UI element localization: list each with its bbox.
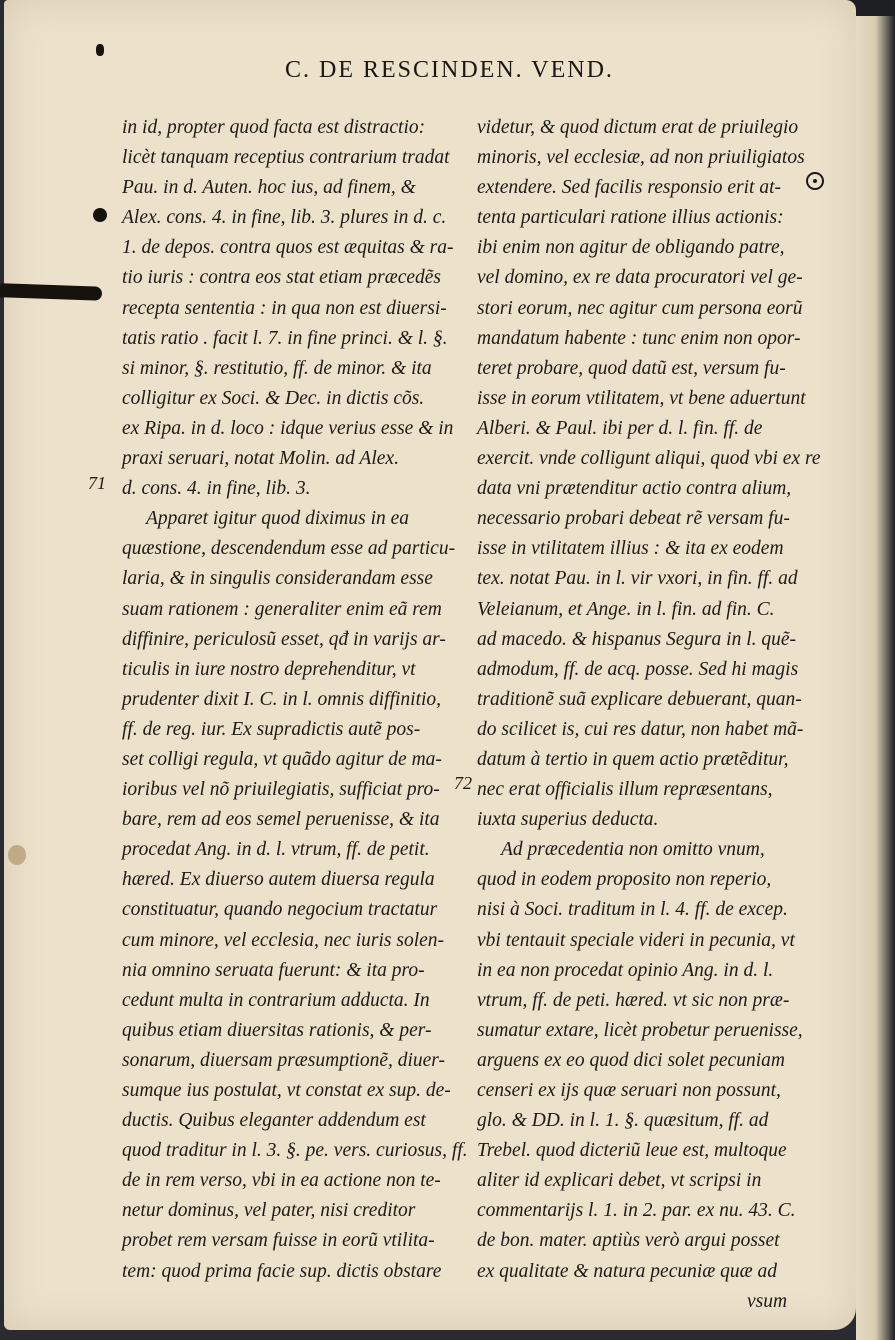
text-line: isse in eorum vtilitatem, vt bene aduertunt xyxy=(477,387,806,409)
margin-number-72: 72 xyxy=(454,773,472,793)
text-line: licèt tanquam receptius contrarium tradat xyxy=(122,147,450,169)
text-line: netur dominus, vel pater, nisi creditor xyxy=(122,1200,416,1222)
text-line: quod traditur in l. 3. §. pe. vers. curiosus, ff. xyxy=(122,1140,468,1162)
text-line: Veleianum, et Ange. in l. fin. ad fin. C. xyxy=(477,598,775,620)
text-line: ex Ripa. in d. loco : idque verius esse & in xyxy=(122,417,454,439)
text-line: Pau. in d. Auten. hoc ius, ad finem, & xyxy=(122,177,416,199)
catchword: vsum xyxy=(747,1290,788,1312)
text-line: d. cons. 4. in fine, lib. 3. xyxy=(122,478,311,500)
text-line: sumatur extare, licèt probetur peruenisse, xyxy=(477,1019,803,1041)
text-line: colligitur ex Soci. & Dec. in dictis cõs. xyxy=(122,387,425,409)
text-line: ibi enim non agitur de obligando patre, xyxy=(477,237,785,259)
text-line: recepta sententia : in qua non est diuersi- xyxy=(122,297,447,319)
text-line: teret probare, quod datũ est, versum fu- xyxy=(477,357,786,379)
text-line: quibus etiam diuersitas rationis, & per- xyxy=(122,1019,432,1041)
text-line: isse in vtilitatem illius : & ita ex eodem xyxy=(477,538,784,560)
text-line: quod in eodem proposito non reperio, xyxy=(477,869,772,891)
right-text-column xyxy=(477,113,821,1317)
text-line: glo. & DD. in l. 1. §. quæsitum, ff. ad xyxy=(477,1110,769,1132)
text-line: procedat Ang. in d. l. vtrum, ff. de petit. xyxy=(122,839,430,861)
text-line: aliter id explicari debet, vt scripsi in xyxy=(477,1170,762,1192)
text-line: tio iuris : contra eos stat etiam præcedẽs xyxy=(122,267,442,289)
text-line: ff. de reg. iur. Ex supradictis autẽ pos- xyxy=(122,718,421,740)
text-line: necessario probari debeat rẽ versam fu- xyxy=(477,508,790,530)
text-line: Alberi. & Paul. ibi per d. l. fin. ff. de xyxy=(477,417,763,439)
text-line: vtrum, ff. de peti. hæred. vt sic non præ- xyxy=(477,989,790,1011)
text-line: videtur, & quod dictum erat de priuilegio xyxy=(477,117,799,138)
text-line: nec erat officialis illum repræsentans, xyxy=(477,779,773,801)
text-line: data vni prætenditur actio contra alium, xyxy=(477,478,792,500)
text-line: ex qualitate & natura pecuniæ quæ ad xyxy=(477,1260,778,1282)
ink-blot xyxy=(93,208,107,222)
text-line: cedunt multa in contrarium adducta. In xyxy=(122,989,430,1011)
text-line: ticulis in iure nostro deprehenditur, vt xyxy=(122,658,416,680)
text-line: mandatum habente : tunc enim non opor- xyxy=(477,327,801,349)
text-line: tex. notat Pau. in l. vir vxori, in fin. ff. ad xyxy=(477,568,798,590)
text-line: nia omnino seruata fuerunt: & ita pro- xyxy=(122,959,425,981)
paragraph-start-line: Ad præcedentia non omitto vnum, xyxy=(501,839,765,861)
text-line: bare, rem ad eos semel peruenisse, & ita xyxy=(122,809,440,831)
margin-number-71: 71 xyxy=(88,473,106,493)
text-line: prudenter dixit I. C. in l. omnis diffinitio, xyxy=(122,688,442,710)
text-line: de bon. mater. aptiùs verò argui posset xyxy=(477,1230,780,1252)
text-line: admodum, ff. de acq. posse. Sed hi magis xyxy=(477,658,799,680)
text-line: diffinire, periculosũ esset, qđ in varijs ar- xyxy=(122,628,446,650)
paragraph-start-line: Apparet igitur quod diximus in ea xyxy=(146,508,410,530)
text-line: sumque ius postulat, vt constat ex sup. de- xyxy=(122,1080,451,1101)
text-line: ioribus vel nõ priuilegiatis, sufficiat pro- xyxy=(122,779,440,801)
text-line: censeri ex ijs quæ seruari non possunt, xyxy=(477,1080,781,1101)
text-line: stori eorum, nec agitur cum persona eorũ xyxy=(477,297,803,319)
text-line: extendere. Sed facilis responsio erit at- xyxy=(477,177,781,199)
text-line: in id, propter quod facta est distractio: xyxy=(122,117,426,138)
text-line: minoris, vel ecclesiæ, ad non priuiligiatos xyxy=(477,147,805,169)
text-line: vbi tentauit speciale videri in pecunia, vt xyxy=(477,929,795,951)
text-line: suam rationem : generaliter enim eã rem xyxy=(122,598,442,620)
text-line: nisi à Soci. traditum in l. 4. ff. de excep. xyxy=(477,899,788,921)
text-line: sonarum, diuersam præsumptionẽ, diuer- xyxy=(122,1049,445,1071)
running-header: C. DE RESCINDEN. VEND. xyxy=(285,57,614,83)
text-line: commentarijs l. 1. in 2. par. ex nu. 43. C. xyxy=(477,1200,796,1222)
page-edge xyxy=(856,0,895,1340)
text-line: Alex. cons. 4. in fine, lib. 3. plures in d. c. xyxy=(122,207,447,229)
text-line: do scilicet is, cui res datur, non habet mã- xyxy=(477,718,804,740)
text-line: tem: quod prima facie sup. dictis obstare xyxy=(122,1260,442,1282)
text-line: tenta particulari ratione illius actionis: xyxy=(477,207,784,229)
text-line: 1. de depos. contra quos est æquitas & ra- xyxy=(122,237,454,259)
text-line: ductis. Quibus eleganter addendum est xyxy=(122,1110,426,1132)
text-line: set colligi regula, vt quãdo agitur de ma- xyxy=(122,748,442,770)
text-line: de in rem verso, vbi in ea actione non te- xyxy=(122,1170,441,1192)
text-line: si minor, §. restitutio, ff. de minor. & ita xyxy=(122,357,432,379)
text-line: arguens ex eo quod dici solet pecuniam xyxy=(477,1049,785,1071)
text-line: ad macedo. & hispanus Segura in l. quẽ- xyxy=(477,628,797,650)
text-line: probet rem versam fuisse in eorũ vtilita- xyxy=(122,1230,435,1252)
text-line: tatis ratio . facit l. 7. in fine princi. & l. §. xyxy=(122,327,448,349)
text-line: Trebel. quod dicteriũ leue est, multoque xyxy=(477,1140,787,1162)
text-line: traditionẽ suã explicare debuerant, quan- xyxy=(477,688,802,710)
page-stain xyxy=(8,845,26,865)
text-line: praxi seruari, notat Molin. ad Alex. xyxy=(122,448,399,470)
text-line: in ea non procedat opinio Ang. in d. l. xyxy=(477,959,774,981)
text-line: laria, & in singulis considerandam esse xyxy=(122,568,433,590)
text-line: datum à tertio in quem actio prætẽditur, xyxy=(477,748,789,770)
text-line: exercit. vnde colligunt aliqui, quod vbi ex re xyxy=(477,448,821,470)
text-line: cum minore, vel ecclesia, nec iuris solen- xyxy=(122,929,445,951)
text-line: quæstione, descendendum esse ad particu- xyxy=(122,538,456,560)
ink-blot xyxy=(96,44,104,56)
text-line: iuxta superius deducta. xyxy=(477,809,659,831)
text-line: constituatur, quando negocium tractatur xyxy=(122,899,438,921)
text-line: vel domino, ex re data procuratori vel ge- xyxy=(477,267,803,289)
text-line: hæred. Ex diuerso autem diuersa regula xyxy=(122,869,435,891)
left-text-column xyxy=(122,113,467,1287)
